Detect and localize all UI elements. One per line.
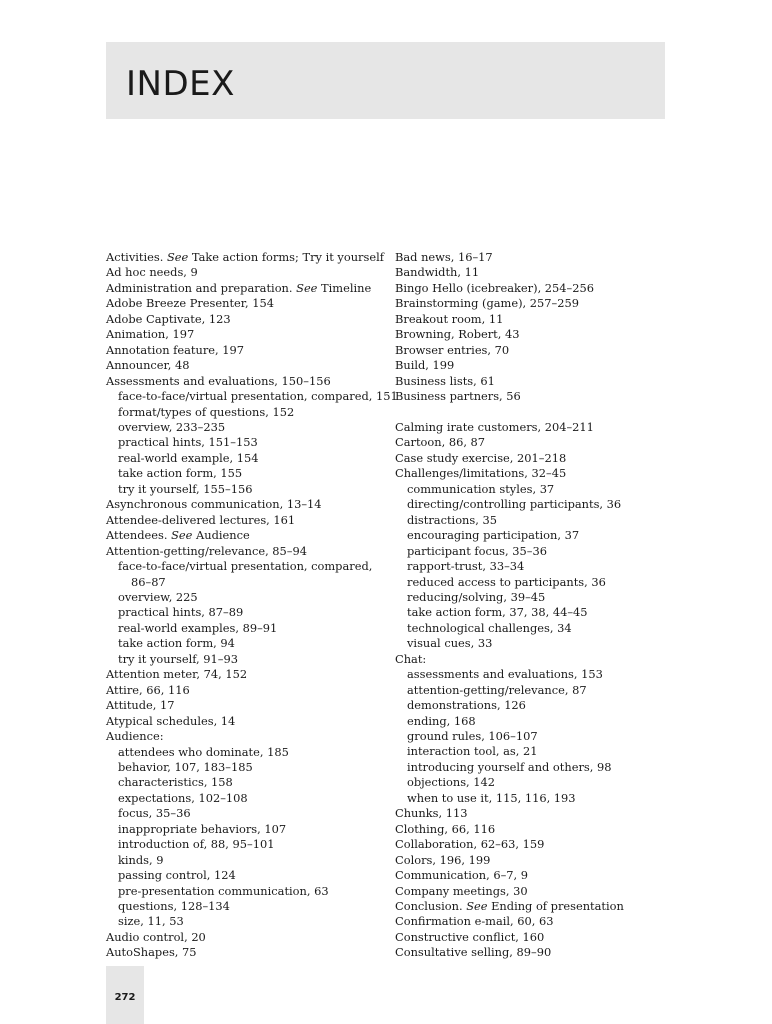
entry-text: introducing yourself and others, 98 xyxy=(407,759,612,774)
index-subentry xyxy=(106,745,388,760)
index-entry xyxy=(395,899,677,914)
index-subentry xyxy=(106,899,388,914)
entry-text: overview, 225 xyxy=(118,589,198,604)
index-entry xyxy=(395,265,677,280)
index-entry xyxy=(395,466,677,481)
entry-text: characteristics, 158 xyxy=(118,775,233,790)
index-subentry xyxy=(395,605,677,620)
entry-text: practical hints, 151–153 xyxy=(118,435,258,450)
index-subentry xyxy=(395,575,677,590)
index-subentry xyxy=(106,451,388,466)
entry-text: attendees who dominate, 185 xyxy=(118,744,289,759)
entry-text: Administration and preparation. xyxy=(106,280,297,295)
entry-text: kinds, 9 xyxy=(118,852,164,867)
entry-text: try it yourself, 91–93 xyxy=(118,651,238,666)
index-subentry xyxy=(395,621,677,636)
entry-text: Audience: xyxy=(106,729,164,744)
index-subentry xyxy=(395,544,677,559)
index-subentry xyxy=(395,698,677,713)
index-subentry xyxy=(106,405,388,420)
entry-text: Announcer, 48 xyxy=(106,358,190,373)
index-entry xyxy=(106,729,388,744)
entry-text: participant focus, 35–36 xyxy=(407,543,547,558)
index-subentry xyxy=(106,837,388,852)
entry-text: inappropriate behaviors, 107 xyxy=(118,821,287,836)
entry-text: Brainstorming (game), 257–259 xyxy=(395,296,579,311)
entry-text: size, 11, 53 xyxy=(118,914,184,929)
index-subentry xyxy=(106,652,388,667)
entry-text: demonstrations, 126 xyxy=(407,698,526,713)
entry-text: face-to-face/virtual presentation, compared, xyxy=(118,559,373,574)
entry-text: expectations, 102–108 xyxy=(118,790,248,805)
index-entry xyxy=(106,281,388,296)
index-entry xyxy=(395,250,677,265)
entry-text: Bandwidth, 11 xyxy=(395,265,480,280)
entry-text: practical hints, 87–89 xyxy=(118,605,244,620)
index-subentry xyxy=(106,636,388,651)
index-entry xyxy=(106,683,388,698)
see-reference: See xyxy=(166,250,189,264)
entry-text: Build, 199 xyxy=(395,358,455,373)
index-subentry xyxy=(395,760,677,775)
index-subentry xyxy=(395,791,677,806)
index-subentry xyxy=(395,667,677,682)
entry-text: directing/controlling participants, 36 xyxy=(407,497,622,512)
entry-text: attention-getting/relevance, 87 xyxy=(407,682,587,697)
entry-text: Bingo Hello (icebreaker), 254–256 xyxy=(395,280,594,295)
entry-text: Attendee-delivered lectures, 161 xyxy=(106,512,296,527)
entry-text: Adobe Captivate, 123 xyxy=(106,311,231,326)
entry-text: Attendees. xyxy=(106,528,172,543)
index-entry xyxy=(395,652,677,667)
see-target: Take action forms; Try it yourself xyxy=(188,250,384,264)
entry-text: Attitude, 17 xyxy=(106,698,175,713)
entry-text: Confirmation e-mail, 60, 63 xyxy=(395,914,554,929)
index-entry xyxy=(106,327,388,342)
see-reference: See xyxy=(171,528,193,543)
index-subentry xyxy=(395,497,677,512)
entry-text: technological challenges, 34 xyxy=(407,620,572,635)
index-subentry xyxy=(395,636,677,651)
index-subentry xyxy=(106,435,388,450)
index-subentry xyxy=(106,605,388,620)
entry-text: ending, 168 xyxy=(407,713,476,728)
entry-text: Attire, 66, 116 xyxy=(106,682,190,697)
index-entry xyxy=(395,822,677,837)
entry-text: encouraging participation, 37 xyxy=(407,528,580,543)
entry-text: Audio control, 20 xyxy=(106,929,206,944)
index-entry xyxy=(395,435,677,450)
entry-text: Browning, Robert, 43 xyxy=(395,327,520,342)
entry-text: Collaboration, 62–63, 159 xyxy=(395,837,545,852)
see-target: Ending of presentation xyxy=(487,899,624,914)
index-subentry xyxy=(106,914,388,929)
index-subentry xyxy=(106,420,388,435)
entry-text: real-world examples, 89–91 xyxy=(118,620,278,635)
index-subentry xyxy=(106,853,388,868)
index-entry xyxy=(395,837,677,852)
entry-text: distractions, 35 xyxy=(407,512,497,527)
entry-text: Business partners, 56 xyxy=(395,389,521,404)
index-subentry xyxy=(106,884,388,899)
entry-text: Challenges/limitations, 32–45 xyxy=(395,466,567,481)
index-entry xyxy=(395,451,677,466)
index-entry xyxy=(106,358,388,373)
index-entry xyxy=(106,544,388,559)
entry-text: Atypical schedules, 14 xyxy=(106,713,236,728)
index-subentry xyxy=(106,760,388,775)
see-reference: See xyxy=(296,280,318,295)
entry-text: Animation, 197 xyxy=(106,327,195,342)
entry-text: real-world example, 154 xyxy=(118,450,259,465)
index-spacer xyxy=(395,405,677,420)
entry-text: behavior, 107, 183–185 xyxy=(118,759,253,774)
index-entry xyxy=(106,312,388,327)
entry-text: Attention meter, 74, 152 xyxy=(106,667,248,682)
index-subentry xyxy=(395,744,677,759)
entry-text: Colors, 196, 199 xyxy=(395,852,491,867)
entry-text: passing control, 124 xyxy=(118,868,236,883)
index-subentry xyxy=(395,590,677,605)
index-entry xyxy=(106,513,388,528)
entry-text: Business lists, 61 xyxy=(395,373,495,388)
index-entry xyxy=(395,884,677,899)
entry-text: objections, 142 xyxy=(407,775,496,790)
index-subentry xyxy=(395,775,677,790)
entry-text: Case study exercise, 201–218 xyxy=(395,450,567,465)
index-subentry xyxy=(395,513,677,528)
index-entry xyxy=(106,374,388,389)
index-entry xyxy=(395,312,677,327)
index-entry xyxy=(395,374,677,389)
entry-text: interaction tool, as, 21 xyxy=(407,744,538,759)
index-entry xyxy=(106,296,388,311)
index-entry xyxy=(395,914,677,929)
entry-text: visual cues, 33 xyxy=(407,636,493,651)
entry-text: Cartoon, 86, 87 xyxy=(395,435,486,450)
entry-text: AutoShapes, 75 xyxy=(106,945,197,960)
entry-text: Attention-getting/relevance, 85–94 xyxy=(106,543,307,558)
entry-text: Adobe Breeze Presenter, 154 xyxy=(106,296,274,311)
index-entry xyxy=(395,296,677,311)
entry-text: Breakout room, 11 xyxy=(395,311,504,326)
entry-text: Company meetings, 30 xyxy=(395,883,528,898)
index-entry xyxy=(395,806,677,821)
index-subentry xyxy=(106,389,398,404)
entry-text: Annotation feature, 197 xyxy=(106,342,244,357)
see-target: Audience xyxy=(192,528,250,543)
index-subentry xyxy=(395,714,677,729)
entry-text: Bad news, 16–17 xyxy=(395,250,493,264)
index-subentry xyxy=(106,806,388,821)
entry-text: Clothing, 66, 116 xyxy=(395,821,496,836)
entry-text: pre-presentation communication, 63 xyxy=(118,883,329,898)
index-entry xyxy=(395,358,677,373)
see-target: Timeline xyxy=(317,280,372,295)
index-entry xyxy=(395,853,677,868)
header-bar xyxy=(106,42,665,119)
index-entry xyxy=(106,667,388,682)
index-subentry xyxy=(395,528,677,543)
entry-text: take action form, 37, 38, 44–45 xyxy=(407,605,588,620)
index-entry xyxy=(395,420,677,435)
see-reference: See xyxy=(466,899,488,914)
entry-text: communication styles, 37 xyxy=(407,481,555,496)
index-subentry xyxy=(106,466,388,481)
entry-text: Constructive conflict, 160 xyxy=(395,929,545,944)
entry-text: when to use it, 115, 116, 193 xyxy=(407,790,576,805)
index-subentry xyxy=(395,729,677,744)
entry-text: Conclusion. xyxy=(395,899,467,914)
entry-text: Chunks, 113 xyxy=(395,806,468,821)
index-entry xyxy=(106,698,388,713)
entry-text: overview, 233–235 xyxy=(118,419,226,434)
page-title: INDEX xyxy=(126,64,235,104)
index-entry xyxy=(106,945,388,960)
index-subentry xyxy=(395,482,677,497)
entry-text: reducing/solving, 39–45 xyxy=(407,589,546,604)
index-entry xyxy=(395,945,677,960)
entry-text: Assessments and evaluations, 150–156 xyxy=(106,373,331,388)
index-entry xyxy=(395,868,677,883)
entry-text: Chat: xyxy=(395,651,427,666)
index-entry xyxy=(106,714,388,729)
entry-text: assessments and evaluations, 153 xyxy=(407,667,603,682)
entry-text: focus, 35–36 xyxy=(118,806,191,821)
entry-text: Browser entries, 70 xyxy=(395,342,510,357)
index-column-left xyxy=(106,250,398,961)
entry-text: ground rules, 106–107 xyxy=(407,729,538,744)
entry-text: reduced access to participants, 36 xyxy=(407,574,606,589)
entry-text: Asynchronous communication, 13–14 xyxy=(106,497,322,512)
index-subentry xyxy=(106,775,388,790)
entry-text: take action form, 94 xyxy=(118,636,235,651)
index-subentry xyxy=(106,482,388,497)
index-subentry xyxy=(395,683,677,698)
entry-text: questions, 128–134 xyxy=(118,899,230,914)
entry-text: Ad hoc needs, 9 xyxy=(106,265,198,280)
page-number: 272 xyxy=(114,992,136,1003)
index-entry xyxy=(395,343,677,358)
index-subentry xyxy=(106,575,388,590)
index-entry xyxy=(106,528,388,543)
entry-text: introduction of, 88, 95–101 xyxy=(118,837,275,852)
entry-text: rapport-trust, 33–34 xyxy=(407,559,525,574)
index-entry xyxy=(106,497,388,512)
index-subentry xyxy=(106,590,388,605)
index-subentry xyxy=(106,559,388,574)
entry-text: face-to-face/virtual presentation, compared, 151 xyxy=(118,389,398,404)
entry-text: Communication, 6–7, 9 xyxy=(395,868,528,883)
entry-text: 86–87 xyxy=(131,574,166,589)
index-subentry xyxy=(106,791,388,806)
index-subentry xyxy=(106,621,388,636)
entry-text: try it yourself, 155–156 xyxy=(118,481,253,496)
entry-text: Activities. xyxy=(106,250,167,264)
index-subentry xyxy=(395,559,677,574)
index-subentry xyxy=(106,868,388,883)
entry-text: take action form, 155 xyxy=(118,466,243,481)
index-subentry xyxy=(106,822,388,837)
index-entry xyxy=(106,250,388,265)
index-entry xyxy=(395,327,677,342)
index-entry xyxy=(106,343,388,358)
index-entry xyxy=(395,930,677,945)
entry-text: Calming irate customers, 204–211 xyxy=(395,419,594,434)
index-column-right xyxy=(395,250,677,961)
index-entry xyxy=(395,389,677,404)
index-entry xyxy=(106,930,388,945)
index-entry xyxy=(106,265,388,280)
entry-text: format/types of questions, 152 xyxy=(118,404,295,419)
page-number-box xyxy=(106,966,144,1024)
entry-text: Consultative selling, 89–90 xyxy=(395,945,552,960)
index-entry xyxy=(395,281,677,296)
